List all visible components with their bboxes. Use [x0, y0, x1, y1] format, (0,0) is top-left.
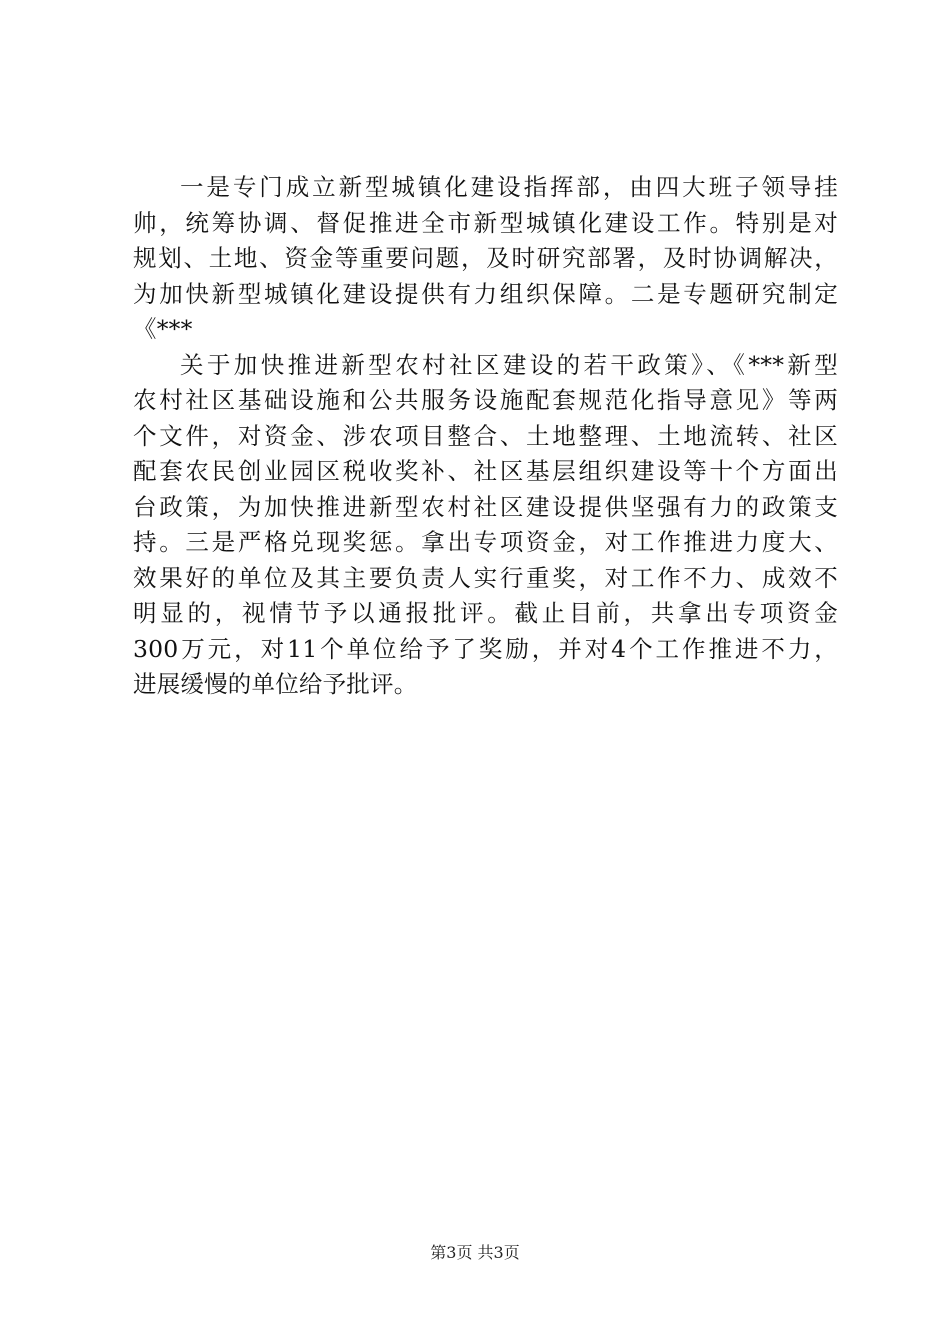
paragraph-2-line-1: 关于加快推进新型农村社区建设的若干政策》、《***新型: [180, 350, 838, 379]
paragraph-2-line-6: 持。三是严格兑现奖惩。拿出专项资金，对工作推进力度大、: [133, 528, 838, 556]
paragraph-1-line-5: 《***: [133, 315, 193, 343]
paragraph-2-line-2: 农村社区基础设施和公共服务设施配套规范化指导意见》等两: [133, 386, 838, 414]
paragraph-1-line-4: 为加快新型城镇化建设提供有力组织保障。二是专题研究制定: [133, 279, 838, 308]
page-footer: 第3页 共3页: [430, 1243, 520, 1262]
paragraph-1-line-2: 帅，统筹协调、督促推进全市新型城镇化建设工作。特别是对: [133, 208, 838, 237]
paragraph-1-line-3: 规划、土地、资金等重要问题，及时研究部署，及时协调解决，: [133, 244, 838, 272]
paragraph-2-line-3: 个文件，对资金、涉农项目整合、土地整理、土地流转、社区: [133, 421, 838, 450]
paragraph-2-line-4: 配套农民创业园区税收奖补、社区基层组织建设等十个方面出: [133, 457, 838, 485]
document-body: [133, 170, 838, 703]
paragraph-2-line-8: 明显的，视情节予以通报批评。截止目前，共拿出专项资金: [133, 599, 838, 627]
paragraph-2-line-5: 台政策，为加快推进新型农村社区建设提供坚强有力的政策支: [133, 492, 838, 521]
paragraph-2-line-7: 效果好的单位及其主要负责人实行重奖，对工作不力、成效不: [133, 563, 838, 592]
paragraph-2-line-10: 进展缓慢的单位给予批评。: [133, 670, 418, 698]
paragraph-2-line-9: 300万元，对11个单位给予了奖励，并对4个工作推进不力，: [133, 634, 838, 663]
paragraph-1-line-1: 一是专门成立新型城镇化建设指挥部，由四大班子领导挂: [180, 173, 838, 201]
